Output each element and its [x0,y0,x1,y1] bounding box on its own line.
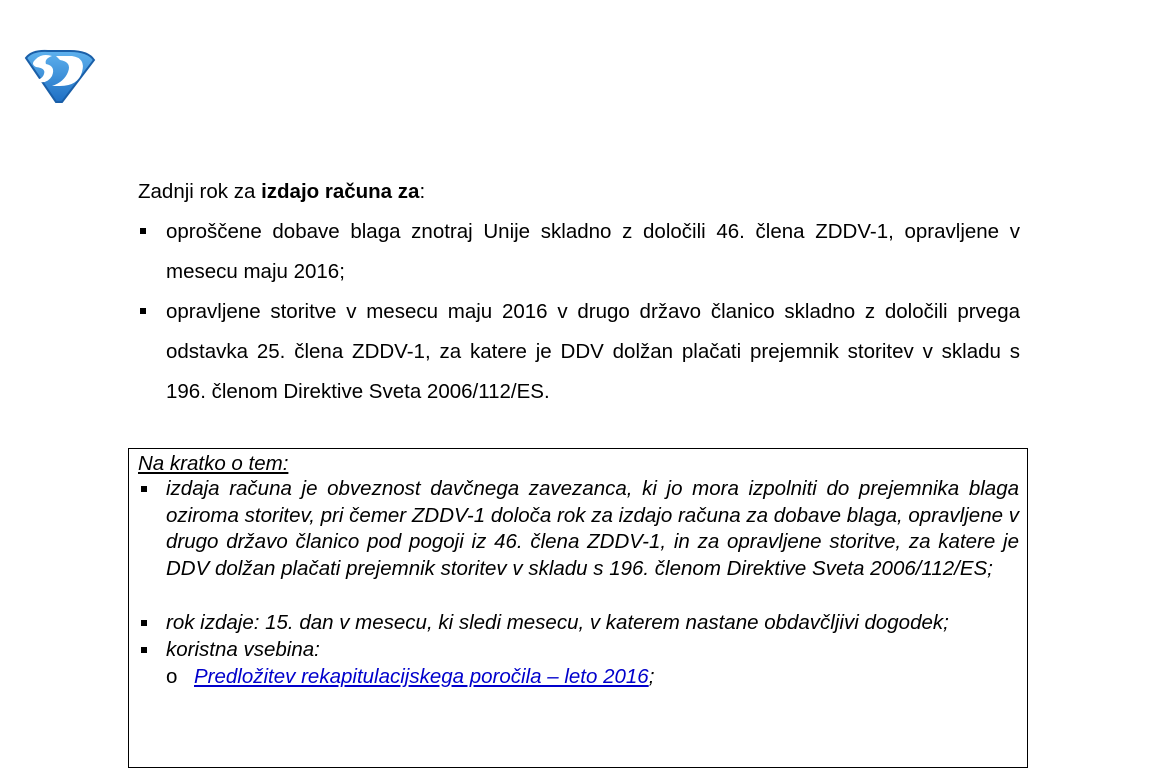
box-item: izdaja računa je obveznost davčnega zavezanca, ki jo mora izpolniti do prejemnika blaga oziroma storitev, pri čemer ZDDV-1 določa rok za izdajo računa za dobave blaga, opravljene v drugo državo članico pod pogoji iz 46. člena ZDDV-1, in za opravljene storitve, za katere je DDV dolžan plačati prejemnik storitev v skladu s 196. členom Direktive Sveta 2006/112/ES; [138,476,1019,582]
box-item: rok izdaje: 15. dan v mesecu, ki sledi mesecu, v katerem nastane obdavčljivi dogodek; [138,610,1019,637]
box-item-useful-content [138,637,1019,692]
box-item-label: koristna vsebina: [166,637,320,661]
bullet-item: oproščene dobave blaga znotraj Unije skladno z določili 46. člena ZDDV-1, opravljene v mesecu maju 2016; [138,212,1020,292]
bullet-item: opravljene storitve v mesecu maju 2016 v drugo državo članico skladno z določili prvega odstavka 25. člena ZDDV-1, za katere je DDV dolžan plačati prejemnik storitev v skladu s 196. členom Direktive Sveta 2006/112/ES. [138,292,1020,412]
box-subitem [166,663,1019,691]
intro-line [138,174,1020,210]
intro-text-colon: : [419,180,426,203]
summary-box [128,448,1028,768]
bullet-list [138,212,1020,412]
box-title: Na kratko o tem: [138,452,289,475]
sd-logo-icon [22,48,96,104]
intro-text-bold: izdajo računa za [261,180,420,203]
intro-text-1: Zadnji rok [138,180,234,203]
box-sublist [166,663,1019,691]
box-subitem-tail: ; [648,665,655,688]
report-link[interactable]: Predložitev rekapitulacijskega poročila – leto 2016 [194,665,649,688]
main-text [138,174,1020,412]
box-list [138,476,1019,691]
intro-text-2: za [233,180,262,203]
